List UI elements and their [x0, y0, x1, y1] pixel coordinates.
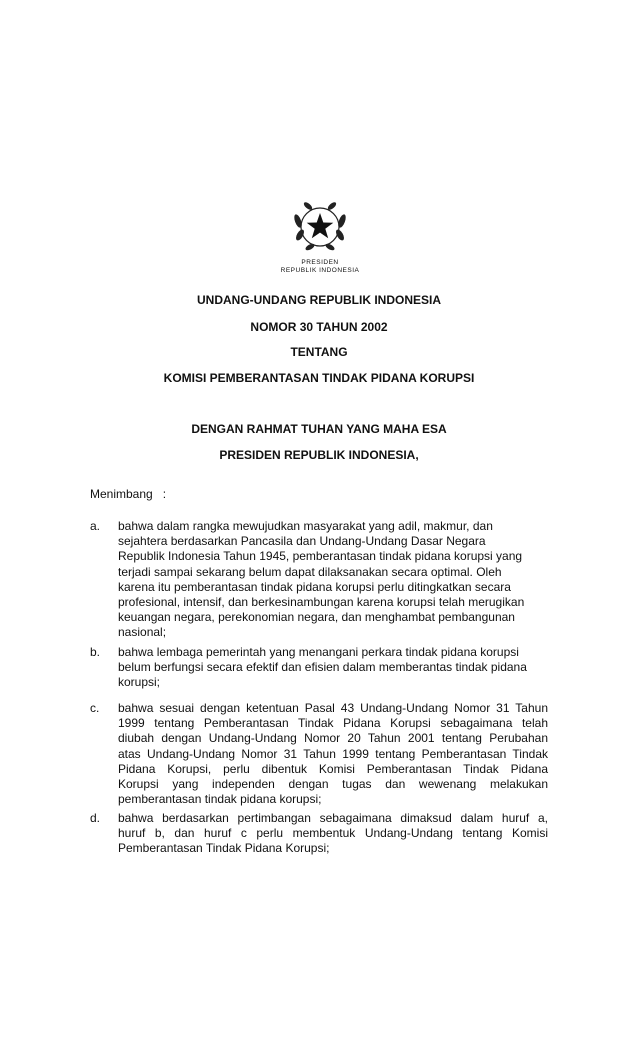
item-line: 1999 tentang Pemberantasan Tindak Pidana Korupsi sebagaimana telah	[118, 716, 548, 731]
considering-item-d	[90, 811, 548, 857]
document-about: TENTANG	[290, 345, 348, 359]
item-line: bahwa berdasarkan pertimbangan sebagaimana dimaksud dalam huruf a,	[118, 811, 548, 825]
item-line: terjadi sampai sekarang belum dapat dilaksanakan secara optimal. Oleh	[118, 564, 502, 579]
document-subject: KOMISI PEMBERANTASAN TINDAK PIDANA KORUPSI	[163, 371, 475, 385]
emblem-caption	[268, 259, 372, 275]
item-line: Pemberantasan Tindak Pidana Korupsi;	[118, 841, 330, 856]
emblem-caption-line1: PRESIDEN	[301, 259, 339, 266]
considering-item-c	[90, 701, 548, 807]
item-line: bahwa lembaga pemerintah yang menangani perkara tindak pidana korupsi	[118, 645, 519, 659]
item-line: Pidana Korupsi, perlu dibentuk Komisi Pemberantasan Tindak Pidana	[118, 761, 548, 776]
item-label: d.	[90, 811, 101, 825]
document-number: NOMOR 30 TAHUN 2002	[250, 320, 388, 334]
considering-item-a	[90, 519, 548, 641]
item-line: pemberantasan tindak pidana korupsi;	[118, 792, 322, 807]
item-line: korupsi;	[118, 675, 161, 690]
item-line: huruf b, dan huruf c perlu membentuk Undang-Undang tentang Komisi	[118, 826, 548, 841]
considering-heading: Menimbang :	[90, 487, 167, 501]
item-line: sejahtera berdasarkan Pancasila dan Undang-Undang Dasar Negara	[118, 534, 486, 549]
item-line: belum berfungsi secara efektif dan efisien dalam memberantas tindak pidana	[118, 660, 527, 675]
document-title: UNDANG-UNDANG REPUBLIK INDONESIA	[196, 293, 441, 307]
item-line: Republik Indonesia Tahun 1945, pemberantasan tindak pidana korupsi yang	[118, 549, 523, 564]
item-line: Korupsi yang independen dengan tugas dan wewenang melakukan	[118, 777, 548, 792]
item-line: nasional;	[118, 625, 167, 640]
president-line: PRESIDEN REPUBLIK INDONESIA,	[219, 448, 419, 462]
item-label: c.	[90, 701, 100, 715]
considering-item-b	[90, 645, 548, 691]
garuda-star-emblem-icon	[270, 197, 370, 259]
item-line: karena itu pemberantasan tindak pidana korupsi perlu ditingkatkan secara	[118, 579, 511, 594]
blessing-line: DENGAN RAHMAT TUHAN YANG MAHA ESA	[191, 422, 447, 436]
emblem-caption-line2: REPUBLIK INDONESIA	[280, 267, 360, 274]
item-line: keuangan negara, perekonomian negara, dan menghambat pembangunan	[118, 610, 515, 625]
item-line: diubah dengan Undang-Undang Nomor 20 Tahun 2001 tentang Perubahan	[118, 731, 548, 746]
item-label: b.	[90, 645, 101, 659]
item-line: bahwa dalam rangka mewujudkan masyarakat yang adil, makmur, dan	[118, 519, 493, 533]
item-line: profesional, intensif, dan berkesinambungan karena korupsi telah merugikan	[118, 595, 525, 610]
item-label: a.	[90, 519, 101, 533]
item-line: atas Undang-Undang Nomor 31 Tahun 1999 tentang Pemberantasan Tindak	[118, 746, 548, 761]
item-line: bahwa sesuai dengan ketentuan Pasal 43 Undang-Undang Nomor 31 Tahun	[118, 701, 548, 715]
